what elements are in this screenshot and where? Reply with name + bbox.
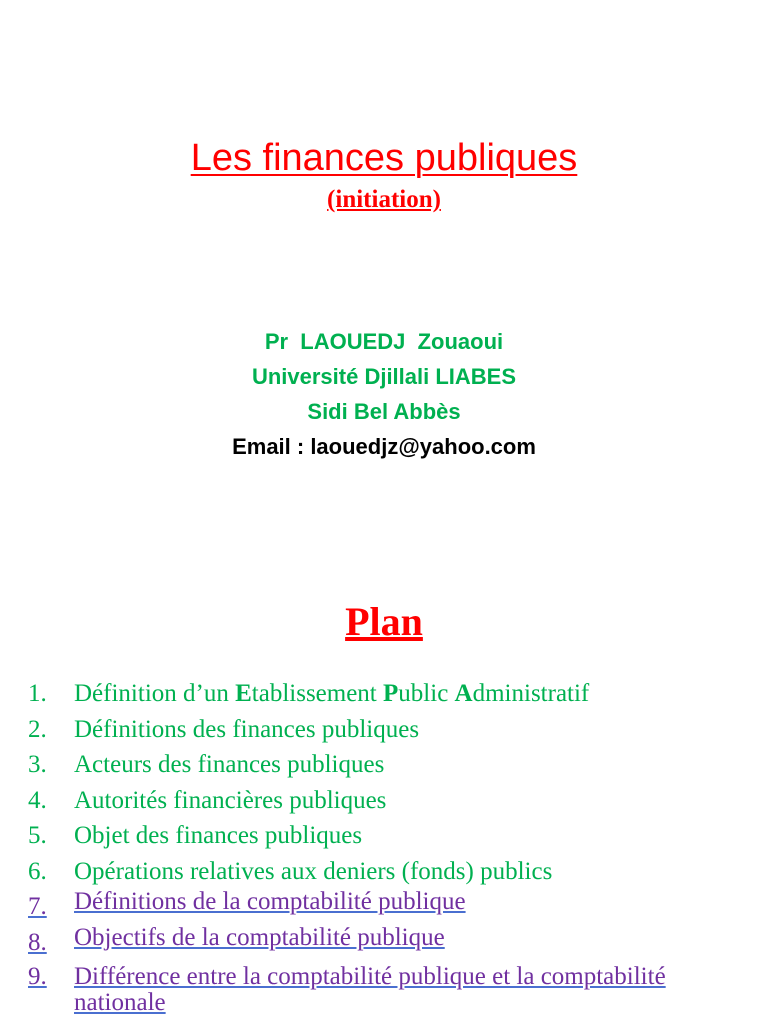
- plan-item-text: Définitions de la comptabilité publique: [74, 888, 466, 915]
- plan-item-link[interactable]: [28, 925, 758, 961]
- plan-item-number: 5.: [28, 822, 47, 849]
- author-block: [0, 324, 768, 464]
- plan-title: Plan: [345, 599, 423, 644]
- plan-item: [28, 783, 758, 819]
- plan-item-link[interactable]: [28, 889, 758, 925]
- plan-item-number: 9.: [28, 963, 47, 990]
- plan-list: [28, 676, 758, 1016]
- plan-item: [28, 676, 758, 712]
- plan-item-number: 4.: [28, 786, 47, 814]
- author-name: Pr LAOUEDJ Zouaoui: [264, 329, 504, 354]
- plan-item: [28, 747, 758, 783]
- plan-item-text: Opérations relatives aux deniers (fonds) publics: [74, 857, 553, 885]
- plan-item-text: Objet des finances publiques: [74, 822, 363, 849]
- plan-item-number: 7.: [28, 893, 47, 920]
- document-subtitle: (initiation): [327, 186, 441, 213]
- plan-item-text: Acteurs des finances publiques: [74, 751, 385, 778]
- plan-item-text: Objectifs de la comptabilité publique: [74, 923, 445, 951]
- plan-item-text: Définitions des finances publiques: [74, 715, 420, 743]
- author-city: Sidi Bel Abbès: [307, 399, 461, 424]
- plan-item: [28, 712, 758, 748]
- plan-item-number: 8.: [28, 928, 47, 956]
- plan-item: [28, 818, 758, 854]
- plan-item-text: Différence entre la comptabilité publique et la comptabilité nationale: [74, 963, 666, 1016]
- document-title: Les finances publiques: [190, 137, 578, 179]
- plan-item-number: 1.: [28, 680, 47, 707]
- plan-item-link[interactable]: [28, 960, 758, 1016]
- plan-item-number: 2.: [28, 715, 47, 743]
- plan-item-text: Définition d’un Etablissement Public Administratif: [74, 680, 590, 707]
- plan-item-number: 3.: [28, 751, 47, 778]
- plan-item-text: Autorités financières publiques: [74, 786, 387, 814]
- author-university: Université Djillali LIABES: [251, 364, 517, 389]
- plan-item: [28, 854, 758, 890]
- author-email: Email : laouedjz@yahoo.com: [232, 434, 536, 459]
- plan-item-number: 6.: [28, 857, 47, 885]
